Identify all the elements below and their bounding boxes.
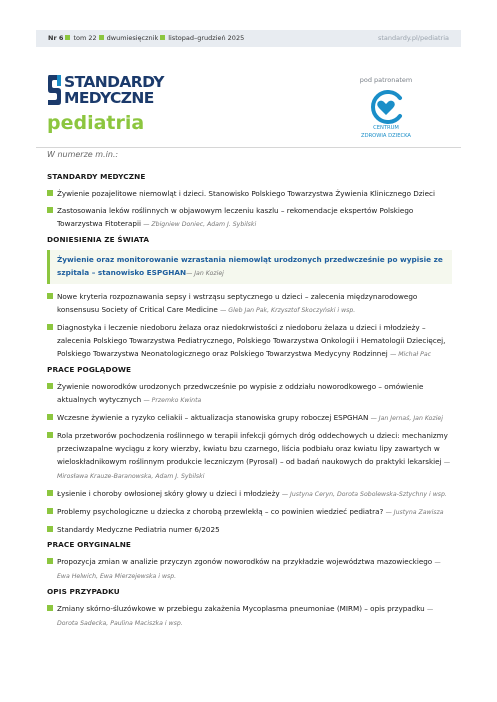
bullet-square-icon: [47, 432, 53, 438]
heart-c-logo-icon: [367, 90, 405, 124]
bullet-square-icon: [47, 526, 53, 532]
bullet-square-icon: [47, 324, 53, 330]
toc-item[interactable]: [47, 487, 452, 501]
issue-number: Nr 6: [48, 34, 64, 42]
bullet-square-icon: [47, 558, 53, 564]
patron-org-line-1: CENTRUM: [373, 125, 399, 131]
item-authors: — Ewa Helwich, Ewa Mierzejewska i wsp.: [57, 559, 441, 580]
bullet-square-icon: [47, 190, 53, 196]
toc-item[interactable]: [47, 555, 452, 583]
item-title: Nowe kryteria rozpoznawania sepsy i wstrząsu septycznego u dzieci – zalecenia międzynarodowego konsensusu Society of Critical Care Medicine: [57, 292, 418, 314]
bullet-square-icon: [47, 508, 53, 514]
item-authors: — Michał Pac: [390, 351, 432, 358]
green-square-icon: [99, 35, 104, 40]
item-title: Zmiany skórno-śluzówkowe w przebiegu zakażenia Mycoplasma pneumoniae (MIRM) – opis przypadku: [57, 604, 425, 613]
bullet-square-icon: [47, 383, 53, 389]
green-square-icon: [65, 35, 70, 40]
section-title: STANDARDY MEDYCZNE: [47, 172, 146, 181]
toc-intro: W numerze m.in.:: [47, 150, 119, 159]
bullet-square-icon: [47, 207, 53, 213]
toc-item[interactable]: [47, 204, 452, 231]
toc-item[interactable]: [47, 602, 452, 630]
logo-line-2: MEDYCZNE: [64, 89, 154, 107]
header-bar: [36, 30, 461, 47]
patron-org-line-2: ZDROWIA DZIECKA: [361, 133, 411, 139]
section-title: PRACE POGLĄDOWE: [47, 365, 132, 374]
patronage-label: pod patronatem: [359, 76, 413, 84]
item-authors: — Zbigniew Doniec, Adam J. Sybilski: [143, 221, 257, 228]
bullet-square-icon: [47, 414, 53, 420]
period: listopad–grudzień 2025: [168, 34, 245, 42]
logo-line-1: STANDARDY: [64, 73, 164, 91]
toc-item[interactable]: [47, 321, 452, 361]
item-title: Problemy psychologiczne u dziecka z chorobą przewlekłą – co powinien wiedzieć pediatra?: [57, 507, 384, 516]
featured-item[interactable]: [47, 250, 452, 284]
item-title: Żywienie pozajelitowe niemowląt i dzieci. Stanowisko Polskiego Towarzystwa Żywienia Klinicznego Dzieci: [57, 189, 435, 198]
item-title: Diagnostyka i leczenie niedoboru żelaza oraz niedokrwistości z niedoboru żelaza u dzieci i młodzieży – zalecenia Polskiego Towarzystwa Pediatrycznego, Polskiego Towarzystwa Onkologii i Hematologii Dziecięcej, Polskiego Towarzystwa Neonatologicznego oraz Polskiego Towarzystwa Medycyny Rodzinnej: [57, 323, 446, 358]
toc-item[interactable]: [47, 187, 452, 200]
table-of-contents: [47, 150, 452, 634]
issue-info: [48, 30, 244, 47]
journal-title: pediatria: [47, 112, 145, 134]
patronage-block: [352, 76, 420, 140]
volume: tom 22: [73, 34, 97, 42]
frequency: dwumiesięcznik: [106, 34, 159, 42]
toc-item[interactable]: [47, 290, 452, 317]
item-authors: — Justyna Ceryn, Dorota Sobolewska-Sztychny i wsp.: [281, 491, 447, 498]
divider: [36, 147, 461, 148]
item-authors: — Justyna Zawisza: [385, 509, 444, 516]
item-title: Propozycja zmian w analizie przyczyn zgonów noworodków na przykładzie województwa mazowieckiego: [57, 557, 433, 566]
section-title: OPIS PRZYPADKU: [47, 587, 120, 596]
bullet-square-icon: [47, 490, 53, 496]
item-title: Standardy Medyczne Pediatria numer 6/2025: [57, 525, 220, 534]
toc-item[interactable]: [47, 411, 452, 425]
bullet-square-icon: [47, 293, 53, 299]
toc-item[interactable]: [47, 380, 452, 407]
section-title: PRACE ORYGINALNE: [47, 540, 131, 549]
toc-item[interactable]: [47, 429, 452, 483]
green-square-icon: [160, 35, 165, 40]
item-title: Zastosowania leków roślinnych w objawowym leczeniu kaszlu – rekomendacje ekspertów Polskiego Towarzystwa Fitoterapii: [57, 206, 414, 228]
item-authors: — Przemko Kwinta: [143, 397, 202, 404]
section-title: DONIESIENIA ZE ŚWIATA: [47, 235, 150, 244]
item-title: Wczesne żywienie a ryzyko celiakii – aktualizacja stanowiska grupy roboczej ESPGHAN: [57, 413, 369, 422]
item-title: Rola przetworów pochodzenia roślinnego w terapii infekcji górnych dróg oddechowych u dzieci: mechanizmy przeciwzapalne wyciągu z kory wierzby, kwiatu bzu czarnego, liścia podbiału oraz kwiatu lipy zawartych w wieloskładnikowym roślinnym produkcie leczniczym (Pyrosal) – od badań naukowych do praktyki lekarskiej: [57, 431, 448, 466]
item-authors: — Jan Jernaś, Jan Koziej: [370, 415, 443, 422]
item-title: Żywienie noworodków urodzonych przedwcześnie po wypisie z oddziału noworodkowego – omówienie aktualnych wytycznych: [57, 382, 424, 404]
item-authors: — Dorota Sadecka, Paulina Maciszka i wsp.: [57, 606, 434, 627]
standardy-medyczne-logo: [47, 74, 207, 108]
item-authors: — Mirosława Krauze-Baranowska, Adam J. Sybilski: [57, 459, 451, 480]
item-title: Łysienie i choroby owłosionej skóry głowy u dzieci i młodzieży: [57, 489, 280, 498]
logo-mark-icon: [47, 74, 62, 106]
bullet-square-icon: [47, 605, 53, 611]
site-url[interactable]: standardy.pl/pediatria: [378, 34, 449, 42]
toc-item[interactable]: [47, 523, 452, 536]
featured-title: Żywienie oraz monitorowanie wzrastania niemowląt urodzonych przedwcześnie po wypisie ze szpitala – stanowisko ESPGHAN: [57, 255, 443, 277]
featured-authors: — Jan Koziej: [186, 269, 224, 277]
toc-item[interactable]: [47, 505, 452, 519]
item-authors: — Gleb Jan Pak, Krzysztof Skoczyński i wsp.: [220, 307, 356, 314]
